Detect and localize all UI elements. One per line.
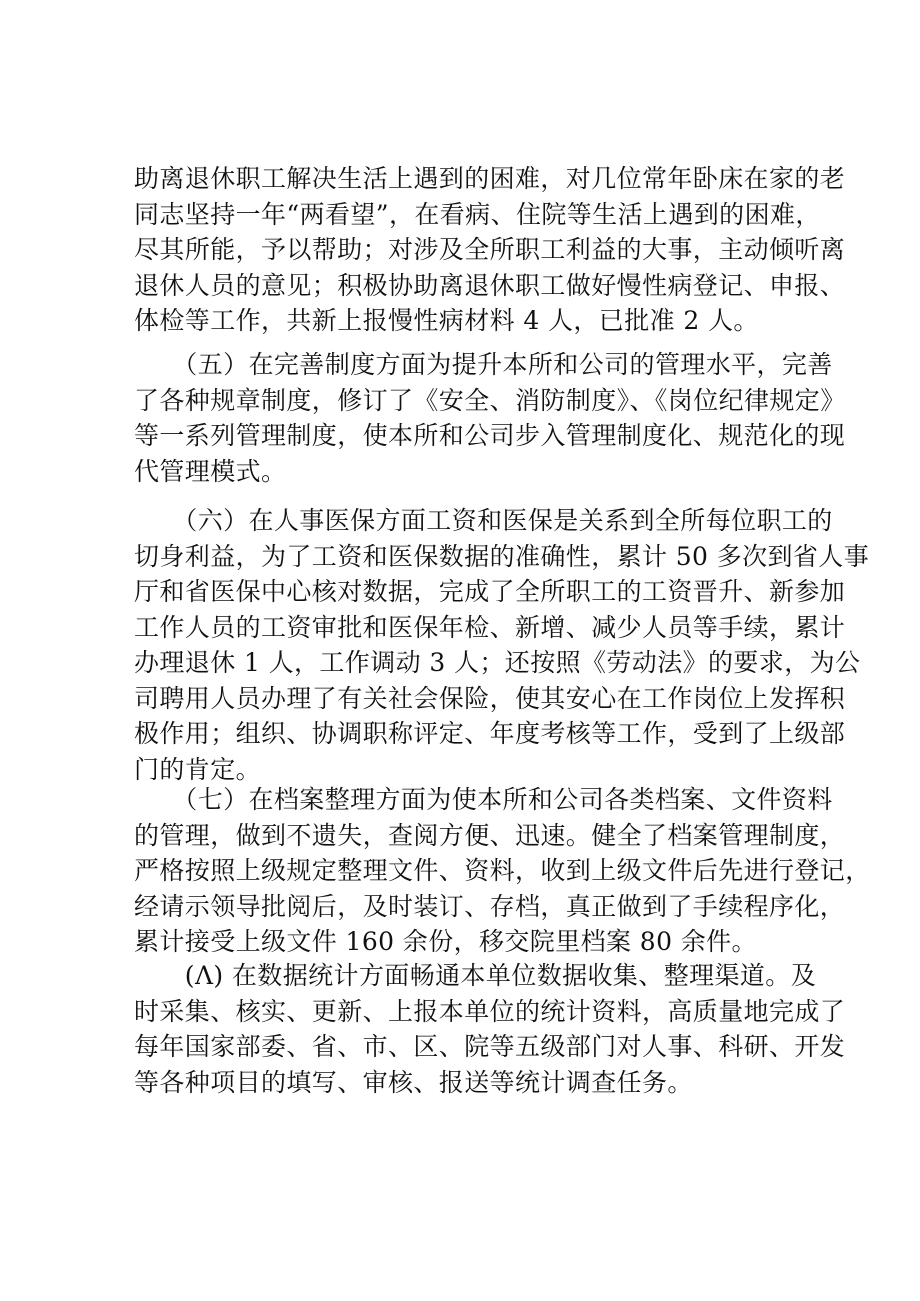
text-line: （五）在完善制度方面为提升本所和公司的管理水平，完善	[134, 350, 833, 379]
text-line: 严格按照上级规定整理文件、资料，收到上级文件后先进行登记，	[134, 856, 871, 885]
text-line: 每年国家部委、省、市、区、院等五级部门对人事、科研、开发	[134, 1032, 846, 1061]
paragraph-section-5-rules	[134, 347, 846, 489]
text-line: 累计接受上级文件 160 余份，移交院里档案 80 余件。	[134, 927, 757, 956]
text-line: 助离退休职工解决生活上遇到的困难，对几位常年卧床在家的老	[134, 164, 846, 193]
text-line: 切身利益，为了工资和医保数据的准确性，累计 50 多次到省人事	[134, 541, 870, 571]
text-line: 代管理模式。	[134, 456, 287, 486]
paragraph-section-8-statistics	[134, 958, 846, 1100]
text-line: （六）在人事医保方面工资和医保是关系到全所每位职工的	[134, 506, 833, 535]
paragraph-section-6-hr-insurance	[134, 503, 870, 787]
text-line: （七）在档案整理方面为使本所和公司各类档案、文件资料	[134, 785, 833, 814]
text-line: 了各种规章制度，修订了《安全、消防制度》、《岗位纪律规定》	[134, 385, 846, 415]
text-line: 等各种项目的填写、审核、报送等统计调查任务。	[134, 1067, 693, 1097]
text-line: 尽其所能，予以帮助；对涉及全所职工利益的大事，主动倾听离	[134, 235, 846, 264]
text-line: 办理退休 1 人，工作调动 3 人；还按照《劳动法》的要求，为公	[134, 648, 861, 677]
text-line: 司聘用人员办理了有关社会保险，使其安心在工作岗位上发挥积	[134, 683, 846, 713]
text-line: 等一系列管理制度，使本所和公司步入管理制度化、规范化的现	[134, 421, 846, 450]
text-line: 厅和省医保中心核对数据，完成了全所职工的工资晋升、新参加	[134, 577, 846, 606]
paragraph-retiree-support	[134, 161, 846, 339]
text-line: (Λ) 在数据统计方面畅通本单位数据收集、整理渠道。及	[134, 961, 817, 990]
paragraph-section-7-archives	[134, 782, 871, 960]
text-line: 退休人员的意见；积极协助离退休职工做好慢性病登记、申报、	[134, 270, 846, 300]
text-line: 极作用；组织、协调职称评定、年度考核等工作，受到了上级部	[134, 719, 846, 748]
text-line: 时采集、核实、更新、上报本单位的统计资料，高质量地完成了	[134, 996, 846, 1026]
text-line: 门的肯定。	[134, 754, 262, 784]
text-line: 同志坚持一年“两看望”，在看病、住院等生活上遇到的困难，	[134, 199, 821, 229]
text-line: 经请示领导批阅后，及时装订、存档，真正做到了手续程序化，	[134, 891, 846, 921]
text-line: 工作人员的工资审批和医保年检、新增、减少人员等手续，累计	[134, 612, 846, 642]
text-line: 体检等工作，共新上报慢性病材料 4 人，已批准 2 人。	[134, 306, 759, 335]
text-line: 的管理，做到不遗失，查阅方便、迅速。健全了档案管理制度，	[134, 820, 846, 850]
